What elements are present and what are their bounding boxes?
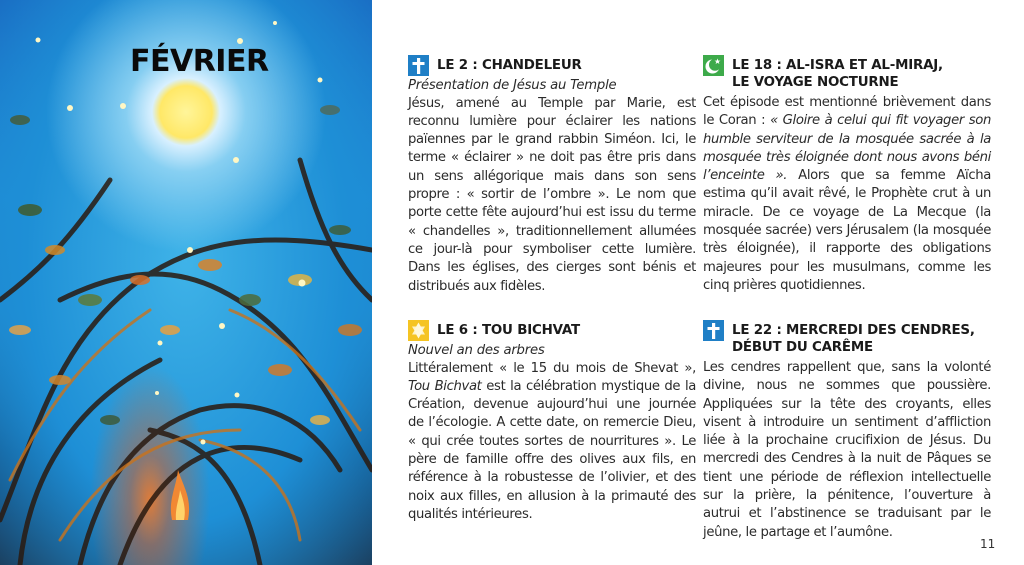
- latin-cross-icon: [408, 55, 429, 76]
- crescent-star-icon: [703, 55, 724, 76]
- event-body: Les cendres rappellent que, sans la volonté divine, nous ne sommes que poussière. Appliquées sur la tête des croyants, elles visent à introduire un sentiment d’affliction liée à la prochaine crucifixion de Jésus. Du mercredi des Cendres à la nuit de Pâques se tient une période de réflexion intellectuelle sur la prière, la pénitence, l’ouverture à autrui et l’abstinence se traduisant par le jeûne, le partage et l’aumône.: [703, 360, 991, 540]
- body-italic-text: Tou Bichvat: [408, 378, 482, 394]
- event-title: LE 6 : TOU BICHVAT: [437, 323, 580, 338]
- painting-strokes-icon: [0, 0, 372, 565]
- event-subtitle: Nouvel an des arbres: [408, 343, 545, 358]
- star-of-david-icon: [408, 320, 429, 341]
- body-text: Cet épisode est mentionné brièvement dans le Coran :: [703, 95, 991, 129]
- event-body: [703, 94, 991, 295]
- event-body: Jésus, amené au Temple par Marie, est reconnu lumière pour éclairer les nations païennes par le grand rabbin Siméon. Ici, le terme « éclairer » ne doit pas être pris dans un sens allégorique mais dans son sens propre : « sortir de l’ombre ». Le nom que porte cette fête aujourd’hui est issu du terme « chandelles », traditionnellement allumées ce jour-là pour symboliser cette lumière. Dans les églises, des cierges sont bénis et distribués aux fidèles.: [408, 95, 696, 294]
- body-text: est la célébration mystique de la Création, devenue aujourd’hui une journée de l’écologie. A cette date, on remercie Dieu, « qui crée toutes sortes de nourritures ». Le père de famille offre des olives aux fils, en référence à la robustesse de l’olivier, et des noix aux filles, en allusion à la primauté des qualités intérieures.: [408, 378, 696, 522]
- event-title-line2: DÉBUT DU CARÊME: [732, 340, 873, 355]
- body-text: Alors que sa femme Aïcha estima qu’il avait rêvé, le Prophète crut à un miracle. De ce voyage de La Mecque (la mosquée sacrée) vers Jérusalem (la mosquée très éloignée), il rapporte des obligations majeures pour les musulmans, comme les cinq prières quotidiennes.: [703, 168, 991, 293]
- event-body: [408, 360, 696, 525]
- event-title: LE 18 : AL-ISRA ET AL-MIRAJ,: [732, 58, 943, 73]
- body-italic-text: « Gloire à celui qui fit voyager son humble serviteur de la mosquée sacrée à la mosquée très éloignée dont nous avons béni l’enceinte ».: [703, 113, 991, 184]
- body-text: Littéralement « le 15 du mois de Shevat »,: [408, 360, 696, 376]
- event-title: LE 22 : MERCREDI DES CENDRES,: [732, 323, 975, 338]
- event-subtitle: Présentation de Jésus au Temple: [408, 78, 617, 93]
- latin-cross-icon: [703, 320, 724, 341]
- event-chandeleur: [408, 55, 696, 296]
- event-tou-bichvat: [408, 320, 696, 524]
- night-forest-painting: [0, 0, 372, 565]
- event-title-line2: LE VOYAGE NOCTURNE: [732, 75, 899, 90]
- month-title: FÉVRIER: [130, 44, 269, 79]
- event-mercredi-des-cendres: [703, 320, 991, 542]
- event-al-isra-al-miraj: [703, 55, 991, 295]
- event-title: LE 2 : CHANDELEUR: [437, 58, 582, 73]
- page-number: 11: [980, 537, 996, 551]
